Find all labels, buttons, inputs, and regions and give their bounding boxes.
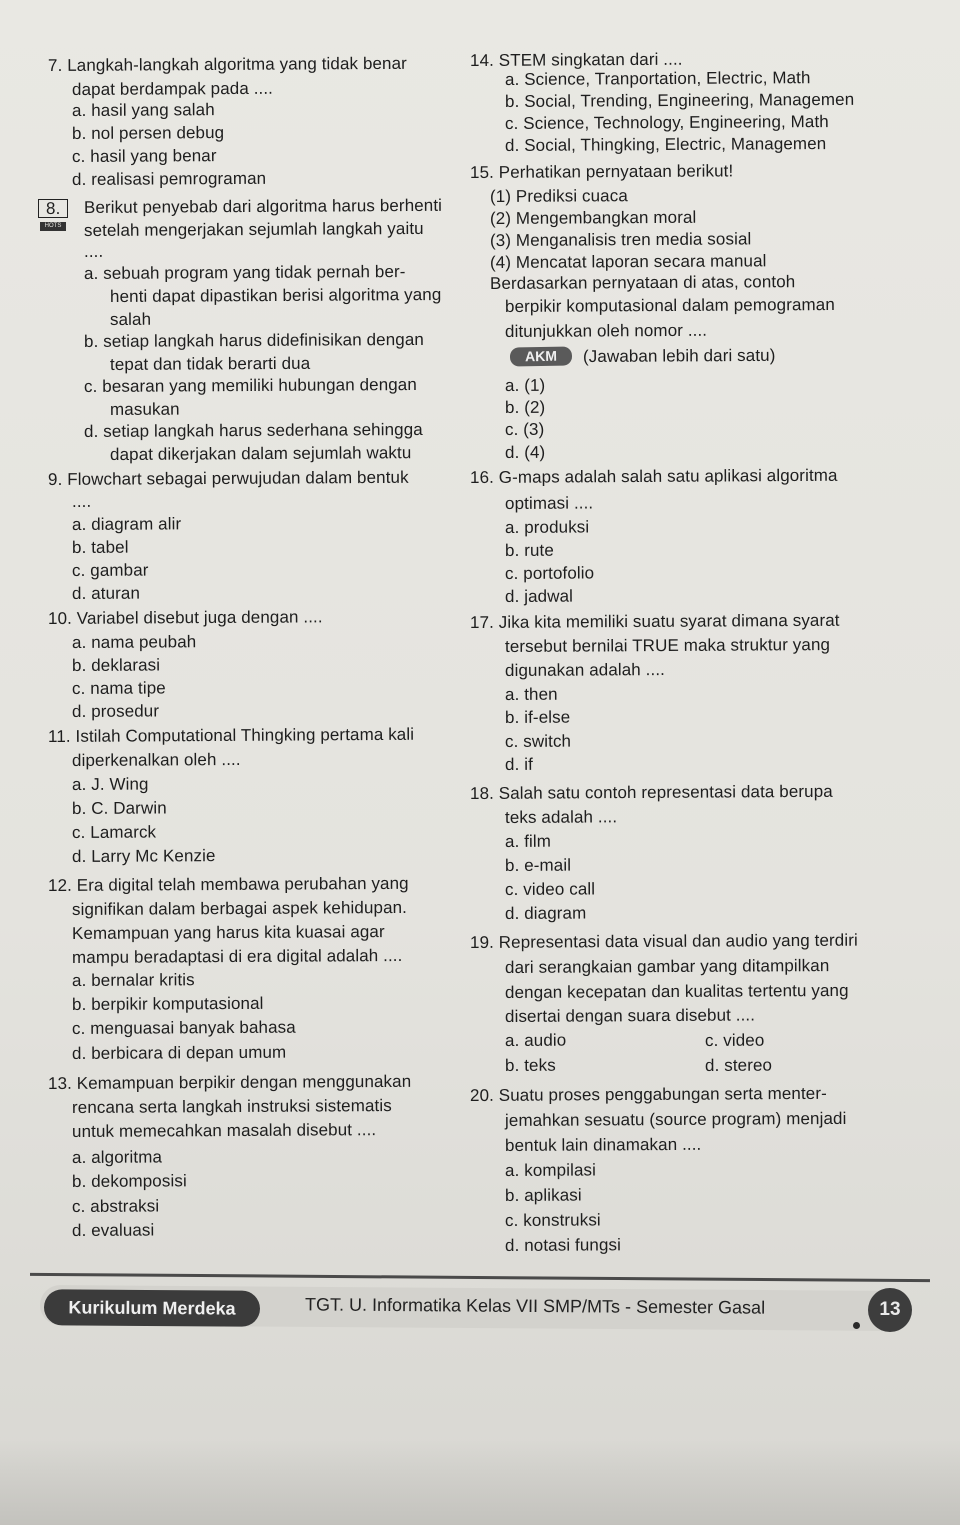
answer-option: a. produksi [504, 517, 590, 537]
answer-option: a. sebuah program yang tidak pernah ber- [83, 262, 406, 283]
question-line: dengan kecepatan dan kualitas tertentu yang [504, 980, 849, 1002]
answer-option: d. aturan [71, 583, 141, 603]
answer-option: (1) Prediksi cuaca [489, 186, 628, 206]
answer-option: a. algoritma [71, 1147, 163, 1167]
question-line: 20. Suatu proses penggabungan serta menter- [469, 1083, 827, 1105]
question-line: 11. Istilah Computational Thingking pertama kali [47, 724, 415, 746]
question-line: dapat berdampak pada .... [71, 78, 274, 99]
answer-option: c. switch [504, 731, 572, 751]
page-shadow [0, 1440, 960, 1525]
answer-option: d. setiap langkah harus sederhana sehingga [83, 419, 423, 441]
answer-option: a. bernalar kritis [71, 970, 195, 990]
answer-option: d. (4) [504, 442, 546, 462]
answer-option: a. kompilasi [504, 1160, 597, 1180]
answer-option: b. Social, Trending, Engineering, Managemen [504, 89, 855, 111]
answer-option: tepat dan tidak berarti dua [109, 353, 311, 374]
answer-option: b. nol persen debug [71, 123, 225, 143]
question-line: 10. Variabel disebut juga dengan .... [47, 607, 323, 628]
answer-option: c. besaran yang memiliki hubungan dengan [83, 374, 417, 396]
answer-option: b. dekomposisi [71, 1171, 187, 1191]
answer-option: b. e-mail [504, 855, 572, 875]
answer-option: a. Science, Tranportation, Electric, Math [504, 68, 811, 89]
question-line: diperkenalkan oleh .... [71, 749, 241, 770]
answer-option: a. J. Wing [71, 774, 149, 794]
answer-option: dapat dikerjakan dalam sejumlah waktu [109, 443, 412, 464]
question-line: .... [83, 241, 104, 261]
answer-option: a. (1) [504, 375, 546, 395]
answer-option: d. stereo [704, 1055, 773, 1075]
answer-option: a. hasil yang salah [71, 100, 215, 120]
question-line: 18. Salah satu contoh representasi data berupa [469, 781, 833, 803]
answer-option: c. video [704, 1030, 765, 1050]
answer-option: d. evaluasi [71, 1220, 155, 1240]
answer-option: b. aplikasi [504, 1185, 582, 1205]
answer-option: (3) Menganalisis tren media sosial [489, 229, 752, 250]
book-title: TGT. U. Informatika Kelas VII SMP/MTs - Semester Gasal [304, 1294, 766, 1318]
question-line: 17. Jika kita memiliki suatu syarat dimana syarat [469, 610, 840, 632]
question-line: teks adalah .... [504, 807, 618, 827]
question-line: 9. Flowchart sebagai perwujudan dalam bentuk [47, 467, 409, 489]
answer-option: c. Science, Technology, Engineering, Math [504, 112, 829, 133]
question-line: .... [71, 491, 92, 511]
answer-option: c. nama tipe [71, 678, 166, 698]
answer-option: d. Social, Thingking, Electric, Managemen [504, 134, 827, 155]
question-line: 12. Era digital telah membawa perubahan yang [47, 873, 409, 895]
akm-badge: AKM [510, 346, 572, 366]
answer-option: c. hasil yang benar [71, 146, 217, 166]
answer-option: c. abstraksi [71, 1196, 160, 1216]
answer-option: c. gambar [71, 560, 149, 580]
answer-option: b. setiap langkah harus didefinisikan dengan [83, 329, 424, 351]
answer-option: d. jadwal [504, 586, 574, 606]
curriculum-badge: Kurikulum Merdeka [44, 1289, 260, 1327]
question-line: Kemampuan yang harus kita kuasai agar [71, 922, 385, 943]
question-line: mampu beradaptasi di era digital adalah .... [71, 945, 403, 967]
question-line: berpikir komputasional dalam pemograman [504, 294, 835, 316]
question-line: digunakan adalah .... [504, 660, 666, 680]
answer-option: b. deklarasi [71, 655, 161, 675]
answer-option: b. berpikir komputasional [71, 993, 264, 1014]
answer-option: c. Lamarck [71, 822, 157, 842]
answer-option: b. rute [504, 540, 554, 560]
question-line: 13. Kemampuan berpikir dengan menggunakan [47, 1071, 412, 1093]
answer-option: d. notasi fungsi [504, 1235, 622, 1255]
answer-option: a. audio [504, 1030, 567, 1050]
question-line: bentuk lain dinamakan .... [504, 1134, 702, 1155]
answer-option: d. prosedur [71, 701, 160, 721]
question-line: optimasi .... [504, 493, 594, 513]
answer-option: a. diagram alir [71, 514, 182, 534]
question-line: (Jawaban lebih dari satu) [582, 345, 776, 366]
question-line: 14. STEM singkatan dari .... [469, 49, 683, 70]
answer-option: c. portofolio [504, 563, 595, 583]
question-line: 8. [45, 198, 61, 218]
answer-option: d. if [504, 754, 533, 774]
answer-option: d. diagram [504, 903, 587, 923]
answer-option: (2) Mengembangkan moral [489, 207, 697, 228]
answer-option: c. konstruksi [504, 1210, 601, 1230]
question-8-box [38, 199, 68, 218]
question-line: 16. G-maps adalah salah satu aplikasi algoritma [469, 465, 838, 487]
answer-option: c. menguasai banyak bahasa [71, 1017, 296, 1038]
answer-option: b. tabel [71, 537, 129, 557]
footer-dot [853, 1322, 860, 1329]
question-line: Berikut penyebab dari algoritma harus berhenti [83, 195, 443, 217]
question-line: untuk memecahkan masalah disebut .... [71, 1120, 377, 1141]
question-line: disertai dengan suara disebut .... [504, 1005, 756, 1026]
answer-option: masukan [109, 399, 180, 419]
question-line: jemahkan sesuatu (source program) menjadi [504, 1108, 847, 1130]
answer-option: c. video call [504, 879, 596, 899]
footer-rule [30, 1273, 930, 1282]
page-number: 13 [868, 1288, 912, 1332]
answer-option: b. teks [504, 1055, 556, 1075]
answer-option: henti dapat dipastikan berisi algoritma yang [109, 284, 442, 306]
question-line: rencana serta langkah instruksi sistematis [71, 1096, 392, 1117]
question-line: tersebut bernilai TRUE maka struktur yang [504, 635, 831, 656]
answer-option: a. film [504, 831, 552, 851]
answer-option: salah [109, 309, 152, 329]
answer-option: d. realisasi pemrograman [71, 168, 267, 189]
answer-option: b. (2) [504, 397, 546, 417]
answer-option: c. (3) [504, 419, 545, 439]
question-line: signifikan dalam berbagai aspek kehidupan. [71, 897, 408, 919]
hots-label: HOTS [40, 222, 66, 231]
answer-option: d. berbicara di depan umum [71, 1042, 287, 1063]
answer-option: b. if-else [504, 707, 571, 727]
question-line: 15. Perhatikan pernyataan berikut! [469, 161, 734, 182]
answer-option: b. C. Darwin [71, 798, 167, 818]
answer-option: d. Larry Mc Kenzie [71, 846, 216, 866]
answer-option: a. nama peubah [71, 632, 197, 652]
question-line: setelah mengerjakan sejumlah langkah yaitu [83, 218, 424, 240]
answer-option: (4) Mencatat laporan secara manual [489, 251, 767, 272]
question-line: 19. Representasi data visual dan audio yang terdiri [469, 930, 858, 952]
question-line: ditunjukkan oleh nomor .... [504, 320, 708, 341]
question-line: Berdasarkan pernyataan di atas, contoh [489, 272, 796, 293]
answer-option: a. then [504, 684, 558, 704]
question-line: dari serangkaian gambar yang ditampilkan [504, 956, 830, 977]
question-line: 7. Langkah-langkah algoritma yang tidak benar [47, 53, 407, 75]
